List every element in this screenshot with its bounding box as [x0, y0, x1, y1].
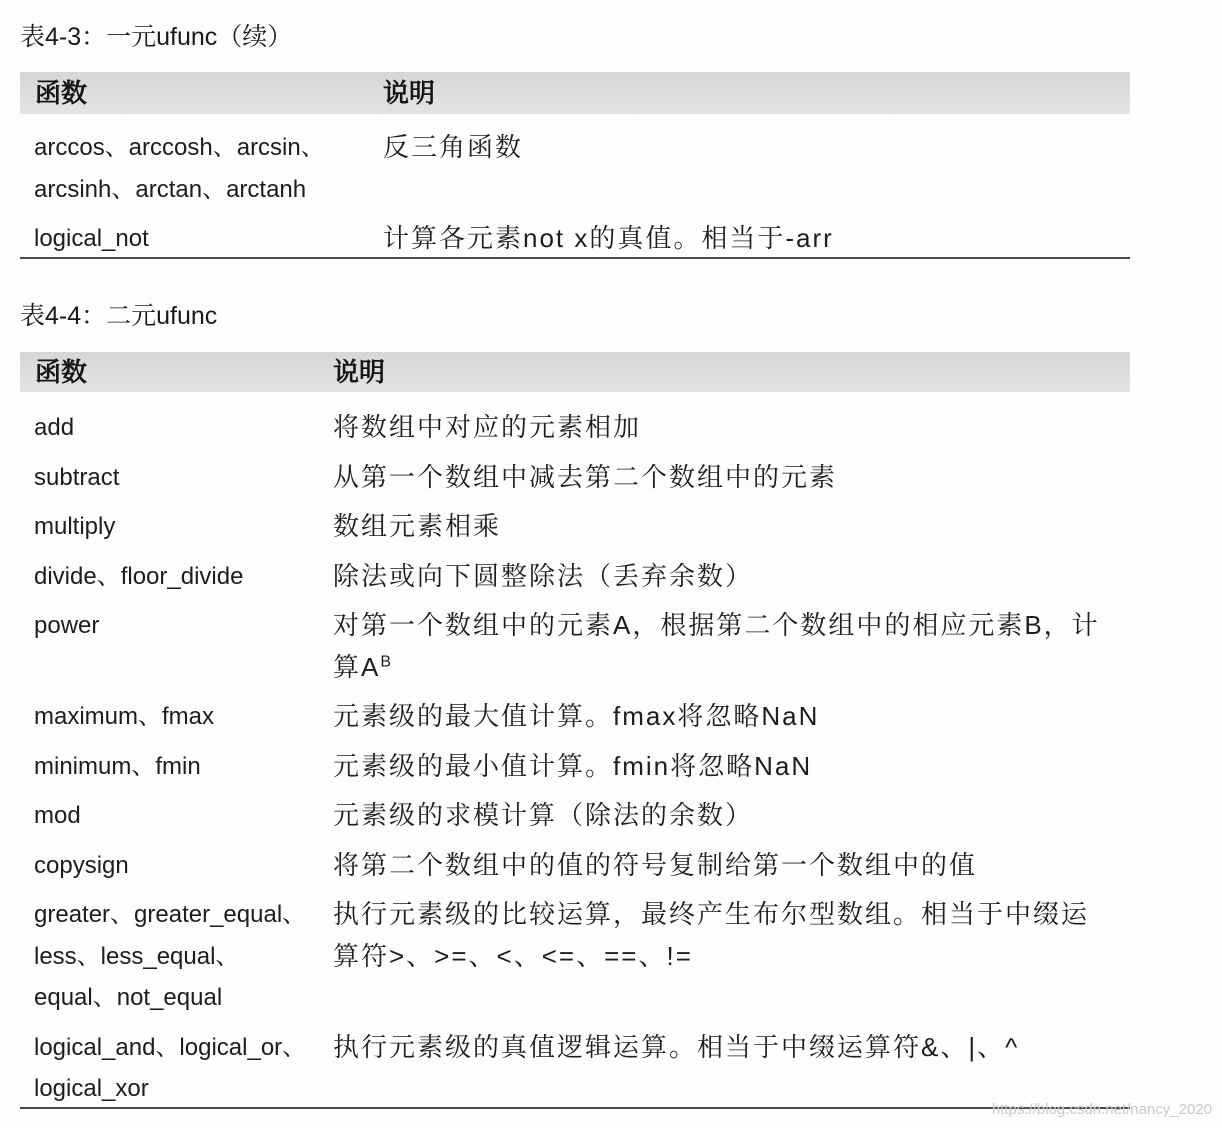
func-line: logical_and、logical_or、: [34, 1033, 307, 1061]
func-line: arcsinh、arctan、arctanh: [34, 175, 307, 203]
func-cell: [20, 1027, 333, 1110]
table-body: [20, 403, 1130, 1114]
desc-line: [333, 647, 1130, 689]
desc-cell: [333, 457, 1130, 499]
table-row: [20, 403, 1130, 453]
func-cell: [20, 407, 333, 449]
table-row: [20, 890, 1130, 1023]
func-line: maximum、fmax: [34, 703, 215, 730]
table-row: [20, 791, 1130, 841]
func-cell: [20, 605, 333, 688]
desc-line: 对第一个数组中的元素A，根据第二个数组中的相应元素B，计: [333, 610, 1100, 640]
func-line: subtract: [34, 463, 120, 491]
desc-cell: [333, 506, 1130, 548]
desc-cell: [333, 696, 1130, 738]
table-caption: 表4-3：一元ufunc（续）: [20, 23, 293, 51]
func-cell: [20, 696, 333, 738]
func-line: less、less_equal、: [34, 942, 240, 970]
desc-line: 元素级的最大值计算。fmax将忽略NaN: [333, 701, 820, 731]
table-bottom-rule: [20, 1107, 1130, 1109]
header-cell-func: 函数: [35, 357, 88, 387]
desc-cell: [383, 218, 1130, 260]
desc-line: 执行元素级的真值逻辑运算。相当于中缀运算符&、|、^: [333, 1031, 1020, 1062]
table-row: [20, 1023, 1130, 1114]
header-row: [20, 352, 1130, 392]
func-cell: [20, 795, 333, 837]
desc-line: 元素级的最小值计算。fmin将忽略NaN: [333, 750, 813, 781]
table-row: [20, 601, 1130, 692]
func-line: power: [34, 612, 100, 639]
func-line: copysign: [34, 851, 129, 879]
desc-line: 数组元素相乘: [333, 511, 502, 541]
desc-line: 执行元素级的比较运算，最终产生布尔型数组。相当于中缀运: [333, 899, 1090, 929]
desc-cell: [333, 407, 1130, 449]
func-line: multiply: [34, 513, 116, 540]
func-line: mod: [34, 802, 81, 829]
desc-line: 从第一个数组中减去第二个数组中的元素: [333, 461, 838, 492]
table-row: [20, 453, 1130, 503]
func-cell: [20, 556, 333, 598]
header-cell-desc: 说明: [333, 357, 386, 387]
desc-line: 除法或向下圆整除法（丢弃余数）: [333, 560, 754, 591]
func-line: greater、greater_equal、: [34, 901, 307, 928]
table-bottom-rule: [20, 257, 1130, 259]
table-row: [20, 502, 1130, 552]
func-line: arccos、arccosh、arcsin、: [34, 134, 325, 161]
header-row: [20, 72, 1130, 114]
func-line: add: [34, 414, 75, 441]
desc-line: 将数组中对应的元素相加: [333, 412, 642, 442]
func-cell: [20, 894, 333, 1019]
desc-line: 将第二个数组中的值的符号复制给第一个数组中的值: [333, 849, 978, 880]
table-body: [20, 123, 1130, 264]
func-cell: [20, 127, 383, 210]
desc-cell: [333, 845, 1130, 887]
desc-line: 元素级的求模计算（除法的余数）: [333, 800, 754, 830]
func-line: minimum、fmin: [34, 752, 201, 780]
desc-cell: [333, 894, 1130, 1019]
func-cell: [20, 746, 333, 788]
func-cell: [20, 506, 333, 548]
func-line: equal、not_equal: [34, 984, 223, 1011]
desc-cell: [333, 1027, 1130, 1110]
superscript: B: [380, 652, 392, 670]
desc-line: 计算各元素not x的真值。相当于-arr: [383, 223, 834, 253]
table-row: [20, 123, 1130, 214]
watermark: https://blog.csdn.net/nancy_2020: [991, 1101, 1212, 1118]
func-cell: [20, 218, 383, 260]
desc-cell: [333, 556, 1130, 598]
table-row: [20, 552, 1130, 602]
header-cell-func: 函数: [35, 78, 88, 108]
table-caption: 表4-4：二元ufunc: [20, 302, 218, 330]
desc-cell: [333, 605, 1130, 688]
func-cell: [20, 845, 333, 887]
table-row: [20, 742, 1130, 792]
desc-cell: [333, 795, 1130, 837]
desc-line: 反三角函数: [383, 132, 524, 162]
desc-line: 算符>、>=、<、<=、==、!=: [333, 940, 693, 971]
desc-text: 算A: [333, 651, 381, 682]
func-line: divide、floor_divide: [34, 562, 244, 590]
func-line: logical_not: [34, 225, 149, 252]
table-row: [20, 841, 1130, 891]
desc-cell: [383, 127, 1130, 210]
func-cell: [20, 457, 333, 499]
header-cell-desc: 说明: [383, 78, 436, 108]
func-line: logical_xor: [34, 1075, 149, 1102]
table-row: [20, 692, 1130, 742]
desc-cell: [333, 746, 1130, 788]
